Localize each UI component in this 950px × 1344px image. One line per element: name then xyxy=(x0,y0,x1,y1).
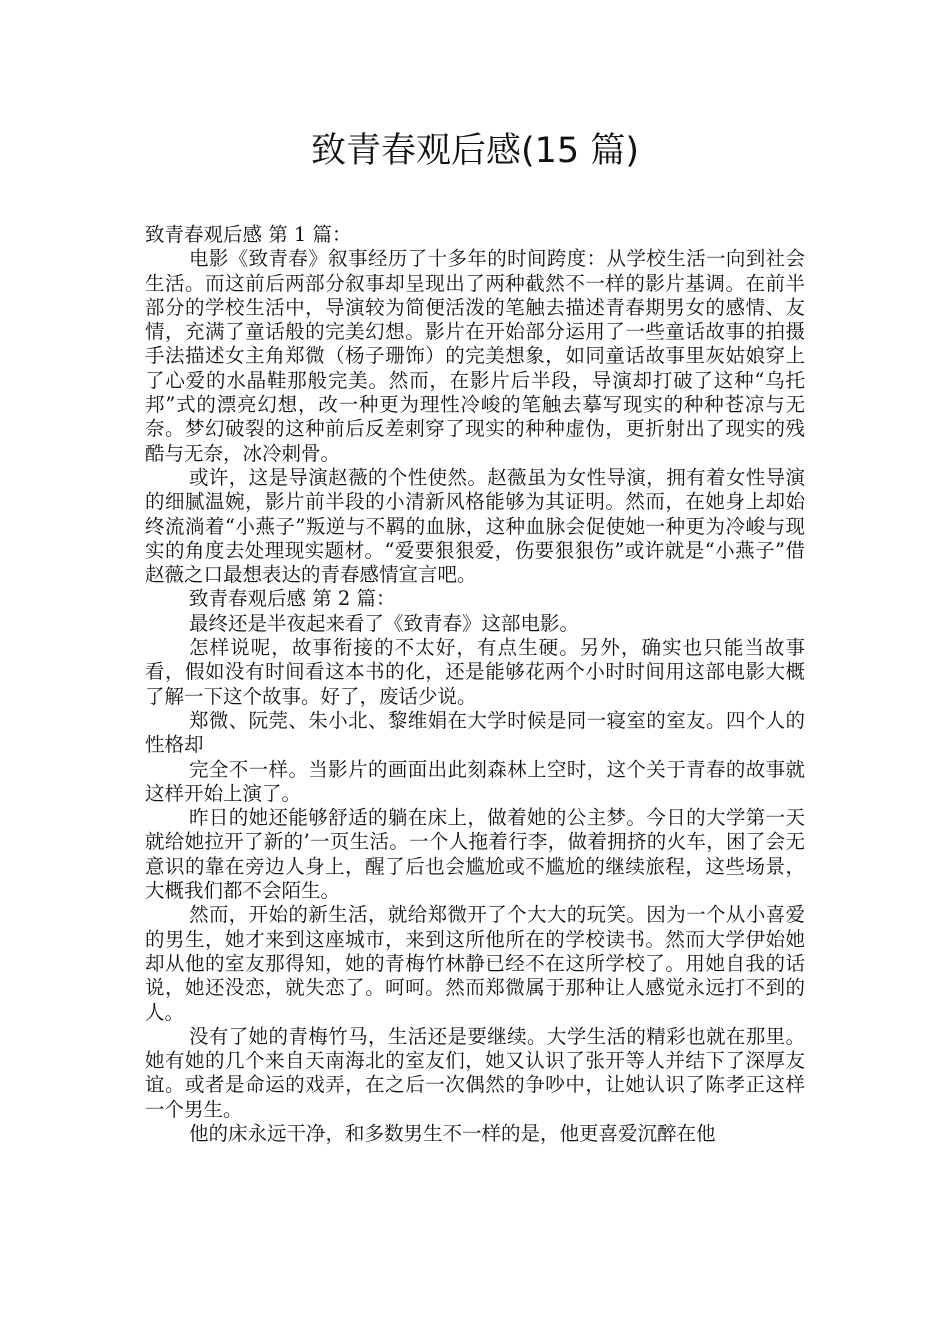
paragraph: 然而，开始的新生活，就给郑微开了个大大的玩笑。因为一个从小喜爱的男生，她才来到这座城市，来到这所他所在的学校读书。然而大学伊始她却从他的室友那得知，她的青梅竹林静已经不在这所学校了。用她自我的话说，她还没恋，就失恋了。呵呵。然而郑微属于那种让人感觉永远打不到的人。 xyxy=(145,903,805,1024)
paragraph: 或许，这是导演赵薇的个性使然。赵薇虽为女性导演，拥有着女性导演的细腻温婉，影片前半段的小清新风格能够为其证明。然而，在她身上却始终流淌着“小燕子”叛逆与不羁的血脉，这种血脉会促使她一种更为冷峻与现实的角度去处理现实题材。“爱要狠狠爱，伤要狠狠伤”或许就是“小燕子”借赵薇之口最想表达的青春感情宣言吧。 xyxy=(145,465,805,587)
paragraph: 没有了她的青梅竹马，生活还是要继续。大学生活的精彩也就在那里。她有她的几个来自天南海北的室友们，她又认识了张开等人并结下了深厚友谊。或者是命运的戏弄，在之后一次偶然的争吵中，让她认识了陈孝正这样一个男生。 xyxy=(145,1024,805,1121)
paragraph: 最终还是半夜起来看了《致青春》这部电影。 xyxy=(189,611,580,635)
section-heading-1: 致青春观后感 第 1 篇： xyxy=(145,223,352,246)
paragraph: 电影《致青春》叙事经历了十多年的时间跨度：从学校生活一向到社会生活。而这前后两部分叙事却呈现出了两种截然不一样的影片基调。在前半部分的学校生活中，导演较为简便活泼的笔触去描述青春期男女的感情、友情，充满了童话般的完美幻想。影片在开始部分运用了一些童话故事的拍摄手法描述女主角郑微（杨子珊饰）的完美想象，如同童话故事里灰姑娘穿上了心爱的水晶鞋那般完美。然而，在影片后半段，导演却打破了这种“乌托邦”式的漂亮幻想，改一种更为理性冷峻的笔触去摹写现实的种种苍凉与无奈。梦幻破裂的这种前后反差刺穿了现实的种种虚伪，更折射出了现实的残酷与无奈，冰冷刺骨。 xyxy=(145,247,805,465)
document-title: 致青春观后感(15 篇) xyxy=(311,131,639,171)
paragraph: 郑微、阮莞、朱小北、黎维娟在大学时候是同一寝室的室友。四个人的性格却 xyxy=(145,708,805,757)
section-heading-2: 致青春观后感 第 2 篇： xyxy=(189,587,396,611)
paragraph: 昨日的她还能够舒适的躺在床上，做着她的公主梦。今日的大学第一天就给她拉开了新的’一页生活。一个人拖着行李，做着拥挤的火车，困了会无意识的靠在旁边人身上，醒了后也会尴尬或不尴尬的继续旅程，这些场景，大概我们都不会陌生。 xyxy=(145,806,805,903)
document-body xyxy=(145,223,805,1146)
paragraph: 他的床永远干净，和多数男生不一样的是，他更喜爱沉醉在他 xyxy=(189,1121,716,1145)
paragraph: 怎样说呢，故事衔接的不太好，有点生硬。另外，确实也只能当故事看，假如没有时间看这本书的化，还是能够花两个小时时间用这部电影大概了解一下这个故事。好了，废话少说。 xyxy=(145,636,805,708)
paragraph: 完全不一样。当影片的画面出此刻森林上空时，这个关于青春的故事就这样开始上演了。 xyxy=(145,757,805,805)
